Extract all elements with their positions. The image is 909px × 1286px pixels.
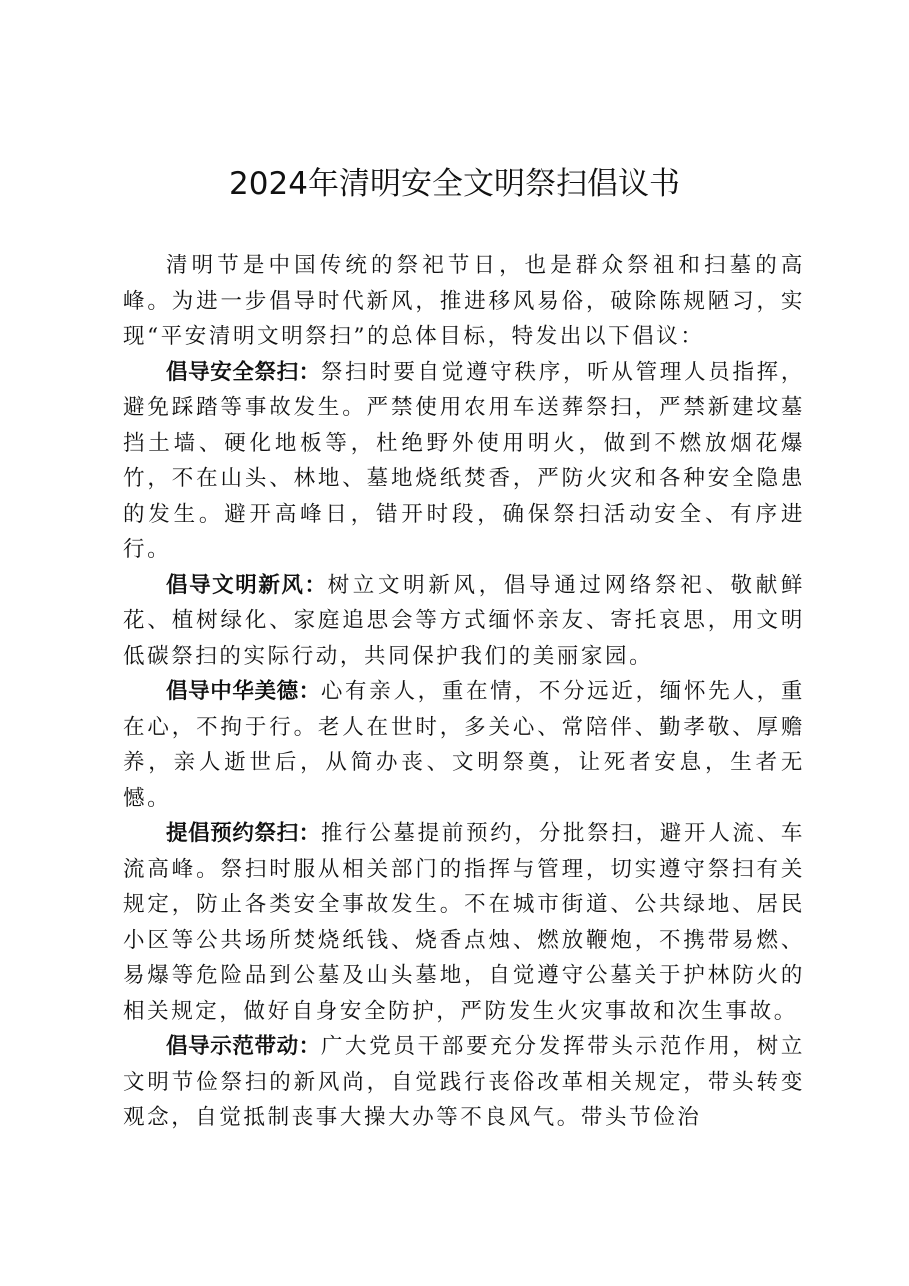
section-text: 广大党员干部要充分发挥带头示范作用，树立文明节俭祭扫的新风尚，自觉践行丧俗改革相关规定，带头转变观念，自觉抵制丧事大操大办等不良风气。带头节俭治: [123, 1034, 805, 1130]
section-text: 推行公墓提前预约，分批祭扫，避开人流、车流高峰。祭扫时服从相关部门的指挥与管理，切实遵守祭扫有关规定，防止各类安全事故发生。不在城市街道、公共绿地、居民小区等公共场所焚烧纸钱、烧香点烛、燃放鞭炮，不携带易燃、易爆等危险品到公墓及山头墓地，自觉遵守公墓关于护林防火的相关规定，做好自身安全防护，严防发生火灾事故和次生事故。: [123, 821, 805, 1024]
section-heading: 倡导安全祭扫：: [166, 359, 321, 385]
section-text: 树立文明新风，倡导通过网络祭祀、敬献鲜花、植树绿化、家庭追思会等方式缅怀亲友、寄托哀思，用文明低碳祭扫的实际行动，共同保护我们的美丽家园。: [123, 572, 805, 669]
section-leading-by-example: [123, 1029, 805, 1136]
section-reservation-sweeping: [123, 816, 805, 1029]
section-chinese-virtue: [123, 674, 805, 816]
document-body: [123, 248, 805, 1136]
section-heading: 提倡预约祭扫：: [166, 821, 321, 846]
section-heading: 倡导示范带动：: [166, 1034, 321, 1059]
section-text: 心有亲人，重在情，不分远近，缅怀先人，重在心，不拘于行。老人在世时，多关心、常陪伴、勤孝敬、厚赡养，亲人逝世后，从简办丧、文明祭奠，让死者安息，生者无憾。: [123, 679, 805, 811]
page-title: 2024年清明安全文明祭扫倡议书: [229, 166, 680, 202]
section-heading: 倡导中华美德：: [166, 679, 321, 704]
section-text: 祭扫时要自觉遵守秩序，听从管理人员指挥，避免踩踏等事故发生。严禁使用农用车送葬祭扫，严禁新建坟墓挡土墙、硬化地板等，杜绝野外使用明火，做到不燃放烟花爆竹，不在山头、林地、墓地烧纸焚香，严防火灾和各种安全隐患的发生。避开高峰日，错开时段，确保祭扫活动安全、有序进行。: [123, 359, 805, 562]
section-safe-sweeping: [123, 355, 805, 568]
section-civilized-custom: [123, 568, 805, 675]
intro-paragraph: 清明节是中国传统的祭祀节日，也是群众祭祖和扫墓的高峰。为进一步倡导时代新风，推进移风易俗，破除陈规陋习，实现“平安清明文明祭扫”的总体目标，特发出以下倡议：: [123, 253, 805, 349]
section-heading: 倡导文明新风：: [166, 572, 328, 598]
